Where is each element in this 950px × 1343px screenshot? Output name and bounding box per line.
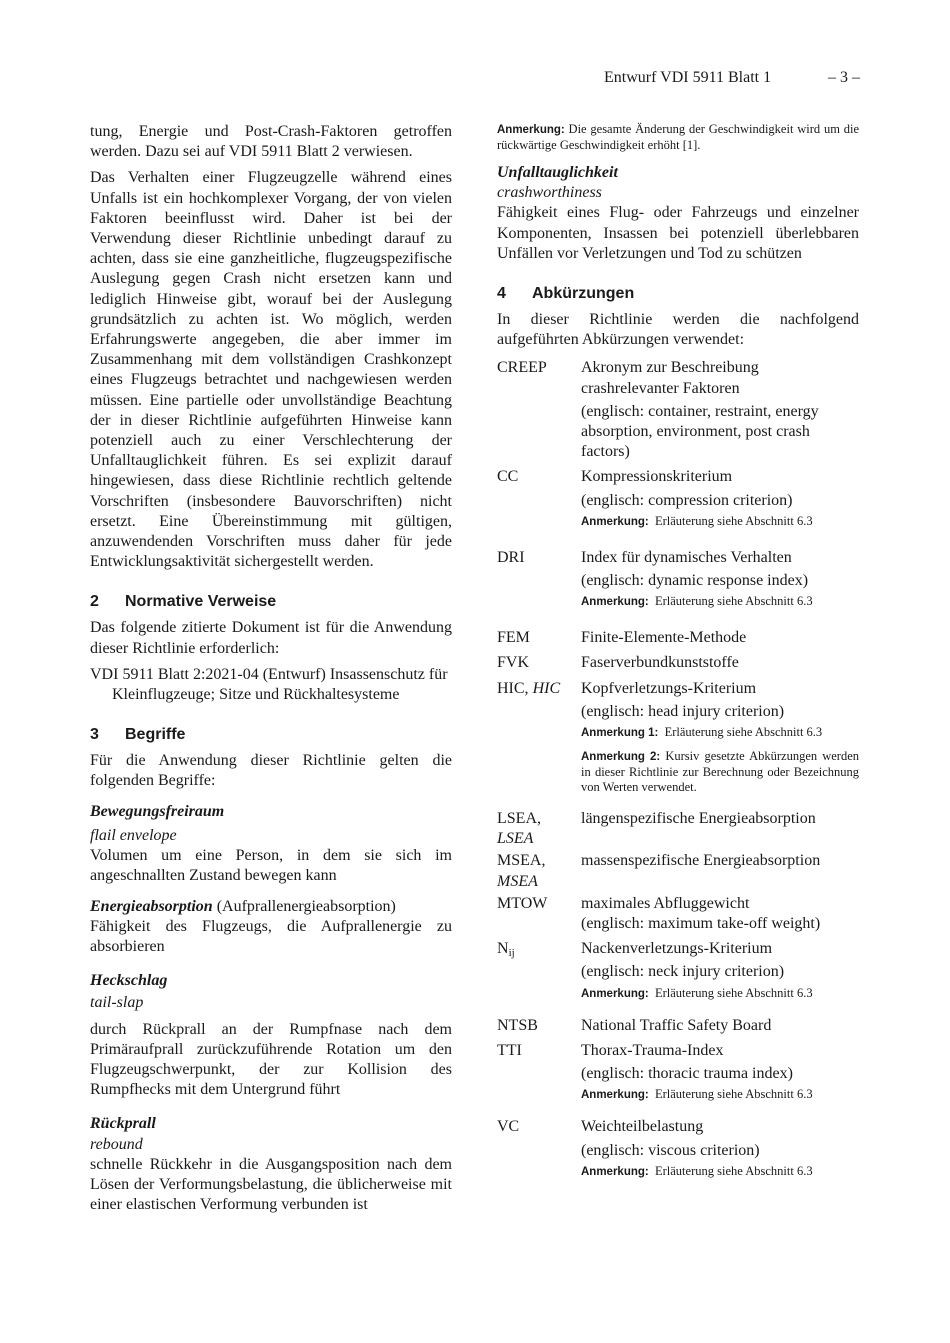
paragraph: tung, Energie und Post-Crash-Faktoren getroffen werden. Dazu sei auf VDI 5911 Blatt 2 verwiesen. — [90, 123, 452, 161]
section-heading-4: 4 Abkürzungen — [497, 285, 635, 303]
reference-entry: VDI 5911 Blatt 2:2021-04 (Entwurf) Insassenschutz für Kleinflugzeuge; Sitze und Rückhaltesysteme — [90, 665, 448, 704]
abbreviation-row: MTOW maximales Abfluggewicht (englisch: maximum take-off weight) — [497, 894, 821, 933]
abbreviation-row: $N_{ij}$ Nackenverletzungs-Kriterium (englisch: neck injury criterion) Anmerkung: Erläuterung siehe Abschnitt 6.3 — [497, 939, 859, 1009]
term-heading: Bewegungsfreiraum — [90, 802, 225, 820]
abbr-note: Anmerkung 2: Kursiv gesetzte Abkürzungen werden in dieser Richtlinie zur Berechnung oder Bezeichnung von Werten verwendet. — [581, 749, 859, 795]
abbreviation-row: NTSB National Traffic Safety Board — [497, 1016, 772, 1034]
abbreviation-row: FVK Faserverbundkunststoffe — [497, 654, 739, 672]
abbr-note: Anmerkung: Erläuterung siehe Abschnitt 6.3 — [581, 1087, 813, 1102]
abbr-note: Anmerkung: Erläuterung siehe Abschnitt 6.3 — [581, 513, 813, 528]
section-heading-2: 2 Normative Verweise — [90, 593, 277, 611]
term-heading-line: Energieabsorption (Aufprallenergieabsorption) — [90, 897, 396, 915]
abbr-note: Anmerkung 1: Erläuterung siehe Abschnitt 6.3 — [581, 725, 823, 740]
abbreviation-row: MSEA, MSEA massenspezifische Energieabsorption — [497, 852, 821, 890]
section-heading-3: 3 Begriffe — [90, 726, 186, 744]
abbr-note: Anmerkung: Erläuterung siehe Abschnitt 6.3 — [581, 1163, 813, 1178]
right-column — [497, 122, 859, 1190]
paragraph: Das folgende zitierte Dokument ist für die Anwendung dieser Richtlinie erforderlich: — [90, 619, 452, 657]
term-heading: Energieabsorption — [90, 897, 213, 915]
abbr-note: Anmerkung: Erläuterung siehe Abschnitt 6.3 — [581, 594, 813, 609]
term-english: rebound — [90, 1135, 143, 1153]
note: Anmerkung: Die gesamte Änderung der Geschwindigkeit wird um die rückwärtige Geschwindigkeit erhöht [1]. — [497, 122, 859, 152]
term-english: crashworthiness — [497, 184, 602, 202]
abbreviation-row: HIC, HIC Kopfverletzungs-Kriterium (englisch: head injury criterion) Anmerkung 1: Erläuterung siehe Abschnitt 6.3 Anmerkung 2: Kursiv gesetzte Abkürzungen werden in dieser Richtlinie zur Berechnung oder Bezeichnung von Werten verwendet. — [497, 679, 859, 795]
term-english: tail-slap — [90, 994, 144, 1012]
abbreviation-row: TTI Thorax-Trauma-Index (englisch: thoracic trauma index) Anmerkung: Erläuterung siehe Abschnitt 6.3 — [497, 1041, 859, 1111]
abbr-note: Anmerkung: Erläuterung siehe Abschnitt 6.3 — [581, 985, 813, 1000]
term-definition: durch Rückprall an der Rumpfnase nach dem Primäraufprall zurückzuführende Rotation um den Flugzeugschwerpunkt, der zur Kollision des Rumpfhecks mit dem Untergrund führt — [90, 1020, 452, 1099]
page-header — [604, 68, 860, 88]
paragraph: Für die Anwendung dieser Richtlinie gelten die folgenden Begriffe: — [90, 752, 452, 790]
term-definition: Fähigkeit des Flugzeugs, die Aufprallenergie zu absorbieren — [90, 917, 452, 955]
page-number: – 3 – — [828, 69, 860, 86]
term-definition: Volumen um eine Person, in dem sie sich im angeschnallten Zustand bewegen kann — [90, 847, 452, 885]
abbreviation-row: DRI Index für dynamisches Verhalten (englisch: dynamic response index) Anmerkung: Erläuterung siehe Abschnitt 6.3 — [497, 548, 859, 618]
term-english: flail envelope — [90, 826, 177, 844]
term-heading: Rückprall — [90, 1115, 156, 1133]
abbreviation-row: VC Weichteilbelastung (englisch: viscous criterion) Anmerkung: Erläuterung siehe Abschnitt 6.3 — [497, 1117, 859, 1187]
term-heading: Unfalltauglichkeit — [497, 164, 618, 181]
abbreviation-row: CREEP Akronym zur Beschreibung crashrelevanter Faktoren (englisch: container, restraint, energy absorption, environment, post crash factors) — [497, 359, 819, 461]
paragraph: Das Verhalten einer Flugzeugzelle während eines Unfalls ist ein hochkomplexer Vorgang, der von vielen Faktoren beeinflusst wird. Daher ist bei der Verwendung dieser Richtlinie unbedingt darauf zu achten, dass sie eine ganzheitliche, flugzeugspezifische Auslegung gegen Crash nicht ersetzen kann und lediglich Hinweise gibt, worauf bei der Auslegung grundsätzlich zu achten ist. Wo möglich, werden Erfahrungswerte angegeben, die aber immer im Zusammenhang mit dem vollständigen Crashkonzept eines Flugzeugs betrachtet und nachgewiesen werden müssen. Eine partielle oder unvollständige Beachtung der in dieser Richtlinie aufgeführten Hinweise kann potenziell auch zu einer Verschlechterung der Unfalltauglichkeit führen. Es sei explizit darauf hingewiesen, dass diese Richtlinie rechtlich geltende Vorschriften (insbesondere Bauvorschriften) nicht ersetzt. Eine Übereinstimmung mit gültigen, anzuwendenden Vorschriften muss daher für jede Entwicklungsaktivität sichergestellt werden. — [90, 169, 452, 571]
header-title: Entwurf VDI 5911 Blatt 1 — [604, 69, 772, 86]
abbreviation-row: CC Kompressionskriterium (englisch: compression criterion) Anmerkung: Erläuterung siehe Abschnitt 6.3 — [497, 467, 859, 537]
abbreviation-row: LSEA, LSEA längenspezifische Energieabsorption — [497, 810, 816, 848]
left-column — [90, 122, 452, 1215]
paragraph: In dieser Richtlinie werden die nachfolgend aufgeführten Abkürzungen verwendet: — [497, 311, 859, 349]
term-definition: schnelle Rückkehr in die Ausgangsposition nach dem Lösen der Verformungsbelastung, die üblicherweise mit einer elastischen Verformung verbunden ist — [90, 1155, 452, 1214]
abbreviation-row: FEM Finite-Elemente-Methode — [497, 629, 747, 647]
term-heading: Heckschlag — [90, 972, 168, 990]
term-definition: Fähigkeit eines Flug- oder Fahrzeugs und einzelner Komponenten, Insassen bei potenziell überlebbaren Unfällen vor Verletzungen und Tod zu schützen — [497, 204, 859, 262]
